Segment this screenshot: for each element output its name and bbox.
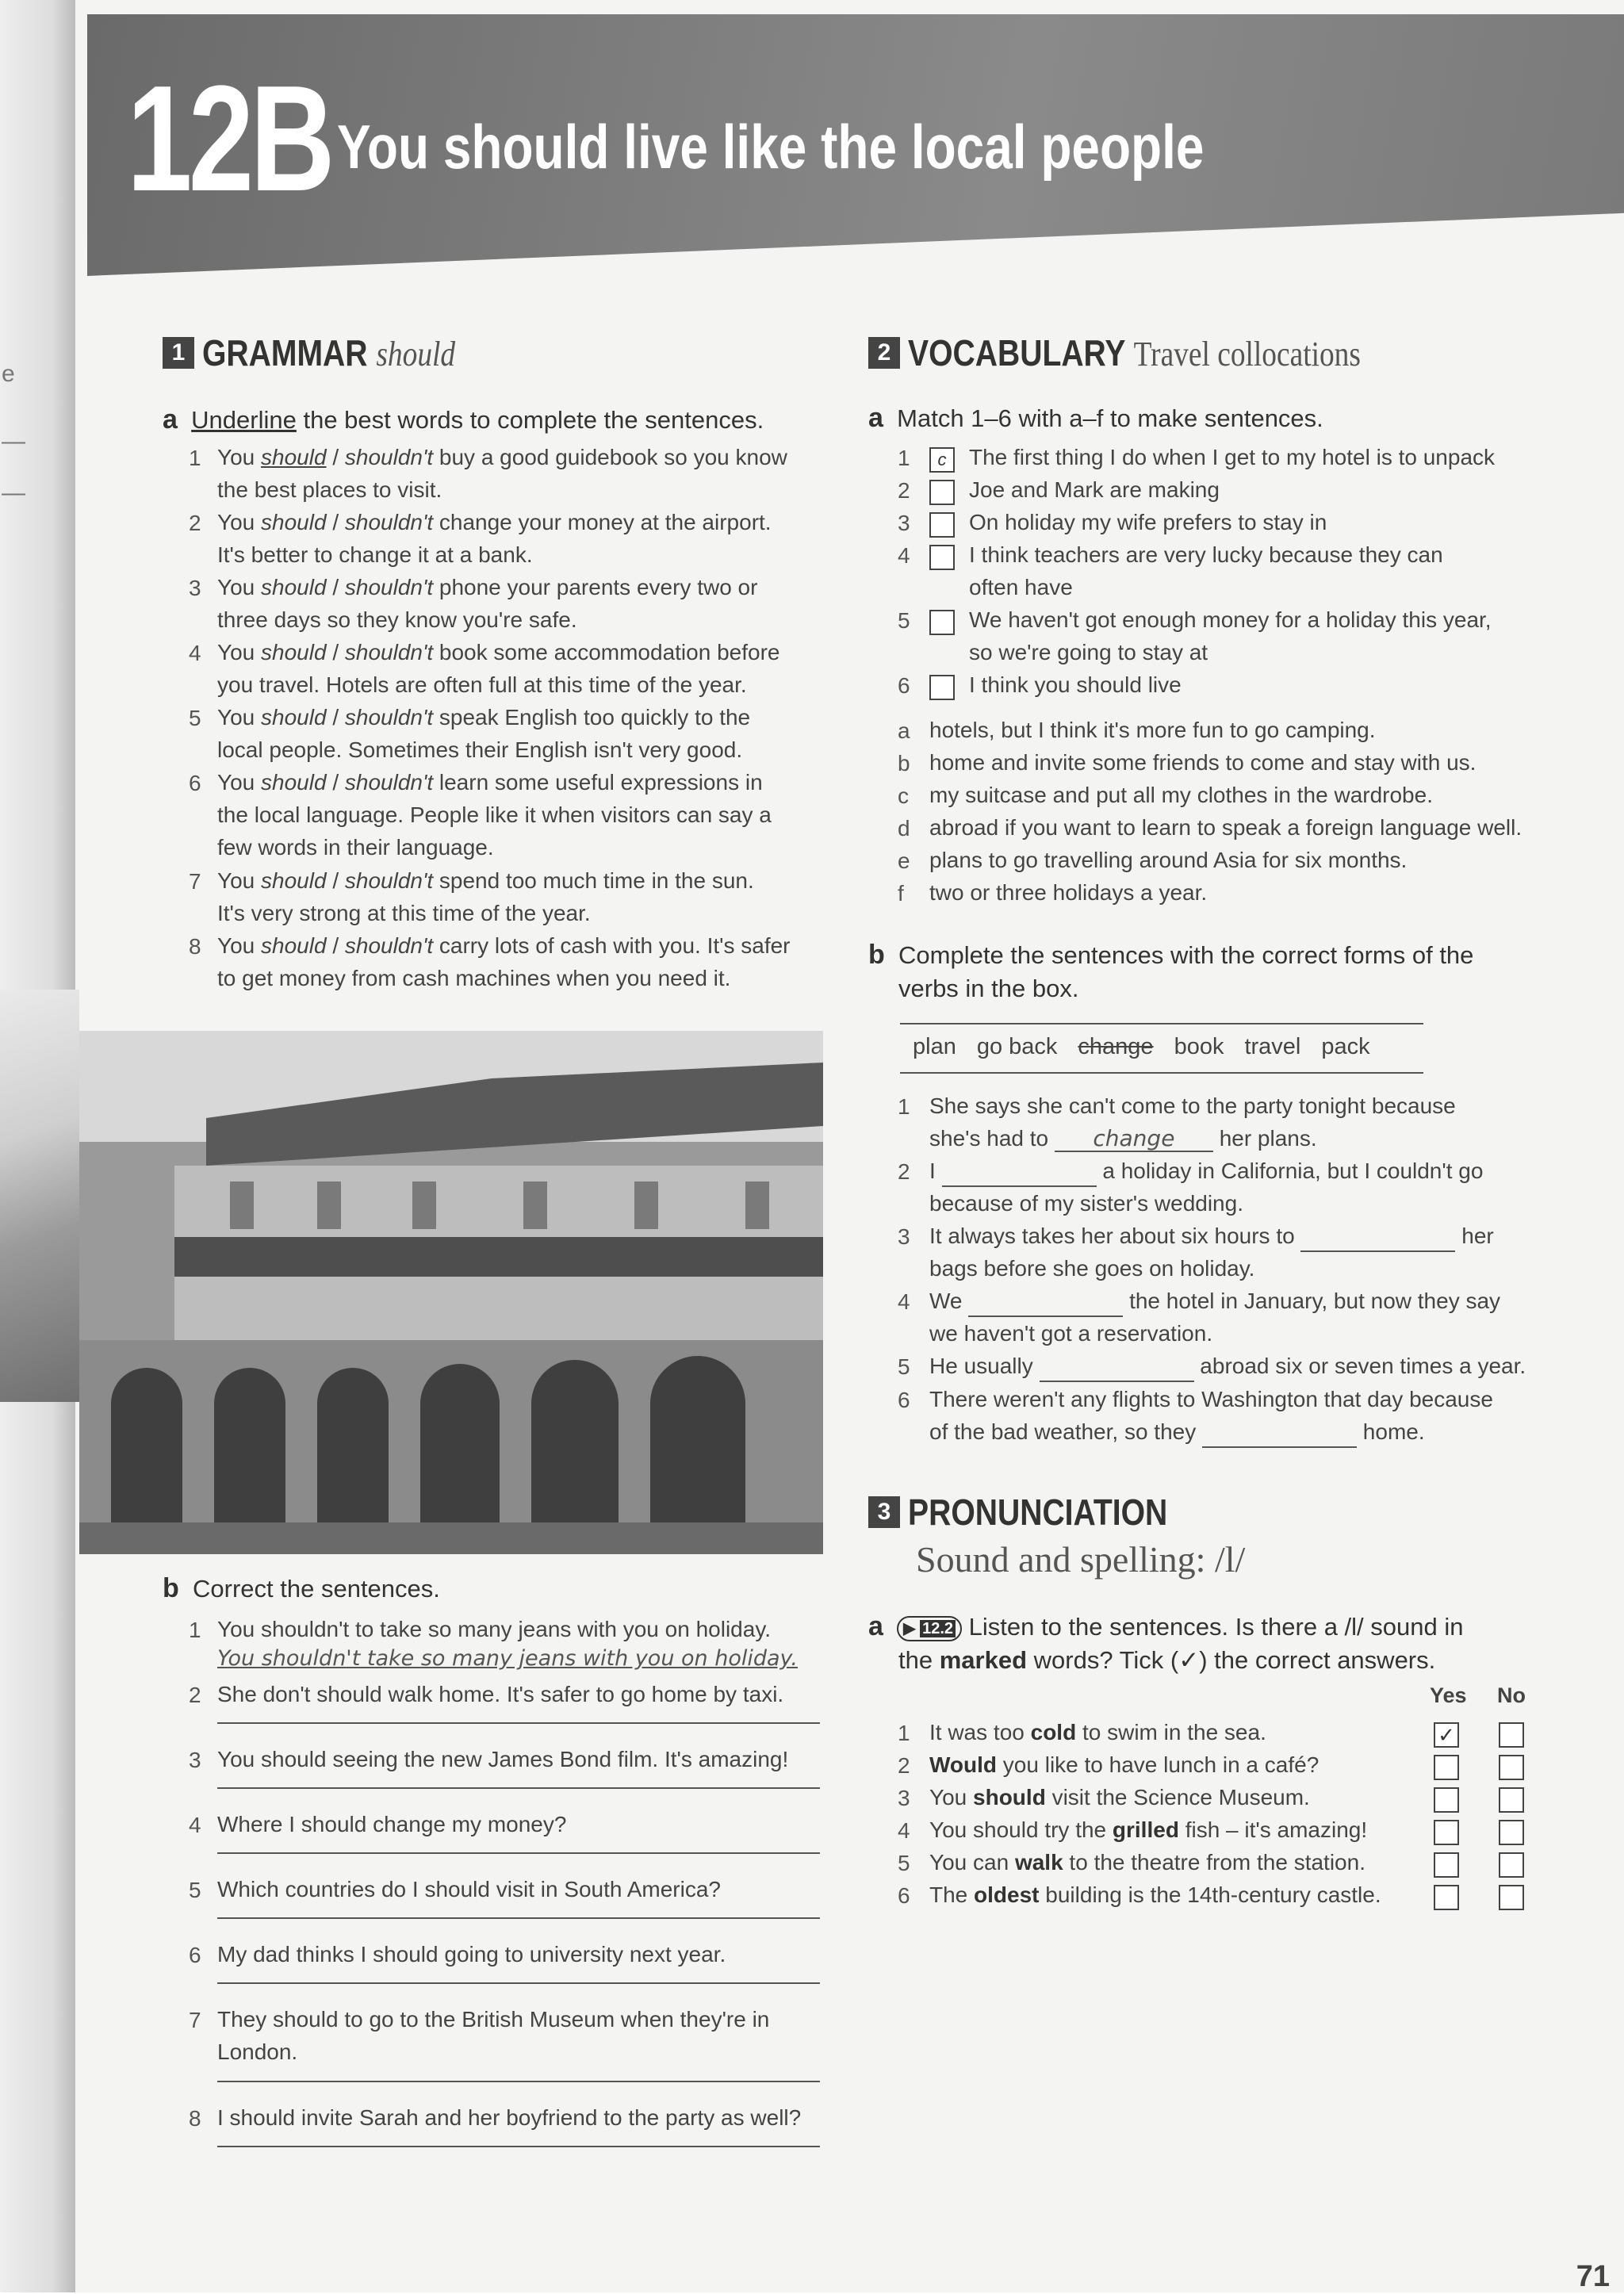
grammar-a-instruction: a Underline the best words to complete the sentences. — [163, 404, 764, 435]
pronunciation-item: You should try the grilled fish – it's amazing! — [929, 1817, 1368, 1842]
pronunciation-item: You should visit the Science Museum. — [929, 1785, 1310, 1810]
option-shouldnt[interactable]: shouldn't — [344, 575, 434, 599]
unit-number: 12B — [127, 55, 331, 223]
item-number: 4 — [189, 1813, 201, 1837]
grammar-b-item: You shouldn't to take so many jeans with you on holiday. — [217, 1617, 772, 1641]
handwritten-answer: You shouldn't take so many jeans with you on holiday. — [217, 1646, 799, 1671]
vocabulary-b-item: There weren't any flights to Washington that day because of the bad weather, so they home. — [929, 1383, 1624, 1448]
item-number: 1 — [189, 446, 201, 470]
ending-text: two or three holidays a year. — [929, 880, 1208, 905]
item-number: 5 — [189, 1878, 201, 1902]
answer-blank[interactable] — [1040, 1358, 1194, 1382]
no-column-label: No — [1497, 1683, 1526, 1707]
ending-text: abroad if you want to learn to speak a foreign language well. — [929, 815, 1522, 840]
verb-box-word: go back — [976, 1034, 1058, 1059]
margin-mark: — — [2, 428, 25, 454]
answer-line[interactable] — [217, 1982, 820, 1984]
answer-box[interactable] — [929, 512, 955, 538]
section-title: PRONUNCIATION — [908, 1492, 1168, 1533]
yes-checkbox[interactable] — [1434, 1820, 1459, 1845]
yes-checkbox[interactable] — [1434, 1852, 1459, 1878]
item-number: 7 — [189, 2008, 201, 2032]
grammar-b-instruction: b Correct the sentences. — [163, 1573, 440, 1603]
option-shouldnt[interactable]: shouldn't — [344, 770, 434, 795]
pronunciation-subtitle: Sound and spelling: /l/ — [916, 1539, 1246, 1580]
verb-box-word: book — [1174, 1034, 1224, 1059]
unit-title: You should live like the local people — [337, 112, 1205, 182]
pronunciation-a-instruction: a ▶ 12.2 Listen to the sentences. Is there a /l/ sound in the marked words? Tick (✓) the correct answers. — [868, 1611, 1464, 1674]
vocabulary-section-heading — [868, 331, 1441, 374]
option-separator: / — [326, 640, 345, 664]
grammar-b-item: You should seeing the new James Bond film. It's amazing! — [217, 1747, 789, 1771]
item-number: 7 — [189, 869, 201, 894]
grammar-b-item: She don't should walk home. It's safer to go home by taxi. — [217, 1682, 784, 1706]
vocabulary-a-item: I think teachers are very lucky because they can often have — [969, 542, 1443, 599]
verb-box — [900, 1023, 1423, 1074]
item-number: 2 — [189, 1683, 201, 1707]
answer-box[interactable] — [929, 480, 955, 505]
grammar-a-item: You should / shouldn't speak English too quickly to the local people. Sometimes their English isn't very good. — [217, 705, 751, 762]
option-should[interactable]: should — [261, 868, 327, 893]
vocabulary-a-item: Joe and Mark are making — [969, 477, 1220, 502]
option-separator: / — [326, 705, 345, 730]
vocabulary-b-item: It always takes her about six hours to her bags before she goes on holiday. — [929, 1224, 1494, 1281]
option-should[interactable]: should — [261, 575, 327, 599]
item-number: 1 — [189, 1618, 201, 1642]
answer-blank[interactable] — [1202, 1424, 1357, 1448]
option-shouldnt[interactable]: shouldn't — [344, 933, 434, 958]
section-number: 3 — [868, 1496, 900, 1528]
pronunciation-section-heading — [868, 1491, 1213, 1534]
answer-line[interactable] — [217, 2081, 820, 2082]
yes-checkbox[interactable] — [1434, 1755, 1459, 1780]
answer-blank[interactable] — [942, 1163, 1097, 1187]
margin-mark: — — [2, 480, 25, 506]
option-should[interactable]: should — [261, 770, 327, 795]
answer-line[interactable] — [217, 1722, 820, 1724]
ending-letter: e — [898, 848, 910, 873]
grammar-a-item: You should / shouldn't learn some useful expressions in the local language. People like it when visitors can say a few words in their language. — [217, 770, 772, 860]
option-separator: / — [326, 933, 345, 958]
item-number: 5 — [898, 1851, 910, 1875]
vocabulary-b-instruction: b Complete the sentences with the correct forms of the verbs in the box. — [868, 940, 1474, 1002]
section-number: 2 — [868, 337, 900, 369]
grammar-b-item: My dad thinks I should going to university next year. — [217, 1942, 726, 1967]
answer-line[interactable] — [217, 2146, 820, 2147]
answer-line[interactable] — [217, 1787, 820, 1789]
margin-mark: e — [2, 361, 15, 387]
option-should[interactable]: should — [261, 705, 327, 730]
item-number: 2 — [189, 511, 201, 535]
item-number: 2 — [898, 478, 910, 503]
grammar-b-item: Where I should change my money? — [217, 1812, 567, 1836]
item-number: 6 — [898, 673, 910, 698]
item-number: 1 — [898, 1094, 910, 1119]
section-number: 1 — [163, 337, 194, 369]
item-number: 4 — [898, 1818, 910, 1843]
item-number: 5 — [898, 1354, 910, 1379]
item-number: 8 — [189, 2106, 201, 2131]
option-separator: / — [326, 445, 345, 469]
item-number: 3 — [898, 511, 910, 535]
adjacent-page-photo — [0, 990, 79, 1402]
answer-line[interactable] — [217, 1852, 820, 1854]
no-checkbox[interactable] — [1499, 1722, 1524, 1748]
ending-text: plans to go travelling around Asia for six months. — [929, 848, 1408, 872]
option-should[interactable]: should — [261, 640, 327, 664]
item-number: 5 — [898, 608, 910, 633]
vocabulary-b-item: We the hotel in January, but now they say we haven't got a reservation. — [929, 1289, 1501, 1346]
option-shouldnt[interactable]: shouldn't — [344, 868, 434, 893]
grammar-a-item: You should / shouldn't phone your parents every two or three days so they know you're safe. — [217, 575, 758, 632]
grammar-b-item: I should invite Sarah and her boyfriend to the party as well? — [217, 2105, 802, 2130]
verb-box-word: pack — [1321, 1034, 1370, 1059]
item-number: 6 — [189, 1943, 201, 1967]
verb-box-word: travel — [1244, 1034, 1301, 1059]
verb-box-word: plan — [913, 1034, 956, 1059]
item-number: 1 — [898, 446, 910, 470]
ending-letter: a — [898, 718, 910, 743]
pronunciation-item: It was too cold to swim in the sea. — [929, 1720, 1266, 1744]
option-shouldnt[interactable]: shouldn't — [344, 705, 434, 730]
item-number: 3 — [898, 1786, 910, 1810]
option-should[interactable]: should — [261, 933, 327, 958]
ending-letter: d — [898, 816, 910, 841]
grammar-a-item: You should / shouldn't carry lots of cash with you. It's safer to get money from cash machines when you need it. — [217, 933, 791, 990]
item-number: 3 — [189, 576, 201, 600]
vocabulary-a-item: I think you should live — [969, 672, 1182, 697]
ending-text: home and invite some friends to come and stay with us. — [929, 750, 1477, 775]
option-shouldnt[interactable]: shouldn't — [344, 445, 434, 469]
item-number: 6 — [898, 1388, 910, 1412]
ending-letter: c — [898, 783, 909, 808]
pronunciation-item: The oldest building is the 14th-century castle. — [929, 1882, 1381, 1907]
vocabulary-b-item: He usually abroad six or seven times a year. — [929, 1350, 1624, 1382]
item-number: 8 — [189, 934, 201, 959]
no-checkbox[interactable] — [1499, 1852, 1524, 1878]
option-separator: / — [326, 868, 345, 893]
handwritten-answer[interactable]: change — [1055, 1127, 1213, 1152]
vocabulary-a-item: On holiday my wife prefers to stay in — [969, 510, 1327, 534]
pronunciation-item: You can walk to the theatre from the station. — [929, 1850, 1365, 1875]
ending-text: my suitcase and put all my clothes in the wardrobe. — [929, 783, 1433, 807]
item-number: 2 — [898, 1753, 910, 1778]
section-subtitle: should — [376, 335, 456, 373]
item-number: 4 — [898, 543, 910, 568]
section-title: VOCABULARY Travel collocations — [908, 332, 1361, 373]
option-shouldnt[interactable]: shouldn't — [344, 640, 434, 664]
yes-column-label: Yes — [1430, 1683, 1467, 1707]
answer-box[interactable]: c — [929, 447, 955, 473]
vocabulary-a-instruction: a Match 1–6 with a–f to make sentences. — [868, 403, 1323, 433]
item-number: 5 — [189, 706, 201, 730]
vocabulary-a-item: We haven't got enough money for a holiday this year, so we're going to stay at — [969, 607, 1492, 664]
no-checkbox[interactable] — [1499, 1885, 1524, 1910]
grammar-a-item: You should / shouldn't book some accommodation before you travel. Hotels are often full at this time of the year. — [217, 640, 780, 697]
section-subtitle: Travel collocations — [1133, 335, 1361, 373]
answer-box[interactable] — [929, 545, 955, 570]
section-title: GRAMMAR should — [202, 332, 456, 373]
grammar-b-item: They should to go to the British Museum when they're in London. — [217, 2007, 770, 2064]
no-checkbox[interactable] — [1499, 1787, 1524, 1813]
answer-line[interactable] — [217, 1917, 820, 1919]
grammar-a-item: You should / shouldn't spend too much time in the sun. It's very strong at this time of the year. — [217, 868, 754, 925]
item-number: 4 — [189, 641, 201, 665]
item-number: 3 — [189, 1748, 201, 1772]
ending-letter: f — [898, 881, 904, 906]
grammar-a-item: You should / shouldn't buy a good guidebook so you know the best places to visit. — [217, 445, 787, 502]
cartagena-street-photo — [79, 1031, 823, 1554]
option-should[interactable]: should — [261, 445, 327, 469]
answer-blank[interactable] — [968, 1293, 1123, 1317]
pronunciation-item: Would you like to have lunch in a café? — [929, 1752, 1320, 1777]
item-number: 6 — [189, 771, 201, 795]
yes-checkbox[interactable] — [1434, 1885, 1459, 1910]
option-separator: / — [326, 575, 345, 599]
yes-checkbox[interactable]: ✓ — [1434, 1722, 1459, 1748]
vocabulary-b-item: I a holiday in California, but I couldn't go because of my sister's wedding. — [929, 1158, 1484, 1216]
vocabulary-a-item: The first thing I do when I get to my hotel is to unpack — [969, 445, 1496, 469]
option-separator: / — [326, 510, 345, 534]
no-checkbox[interactable] — [1499, 1820, 1524, 1845]
no-checkbox[interactable] — [1499, 1755, 1524, 1780]
grammar-a-item: You should / shouldn't change your money at the airport. It's better to change it at a bank. — [217, 510, 772, 567]
item-number: 3 — [898, 1224, 910, 1249]
item-number: 2 — [898, 1159, 910, 1184]
answer-box[interactable] — [929, 675, 955, 700]
audio-track-icon[interactable]: ▶ 12.2 — [897, 1616, 962, 1641]
option-should[interactable]: should — [261, 510, 327, 534]
item-number: 6 — [898, 1883, 910, 1908]
option-shouldnt[interactable]: shouldn't — [344, 510, 434, 534]
ending-text: hotels, but I think it's more fun to go camping. — [929, 718, 1376, 742]
verb-box-word: change — [1078, 1034, 1154, 1059]
yes-checkbox[interactable] — [1434, 1787, 1459, 1813]
item-number: 4 — [898, 1289, 910, 1314]
grammar-b-item: Which countries do I should visit in South America? — [217, 1877, 721, 1901]
item-number: 1 — [898, 1721, 910, 1745]
page-number: 71 — [1576, 2260, 1610, 2293]
answer-box[interactable] — [929, 610, 955, 635]
answer-blank[interactable] — [1300, 1228, 1455, 1252]
vocabulary-b-item: She says she can't come to the party tonight because she's had to change her plans. — [929, 1093, 1456, 1151]
ending-letter: b — [898, 751, 910, 776]
option-separator: / — [326, 770, 345, 795]
grammar-section-heading — [163, 331, 500, 374]
